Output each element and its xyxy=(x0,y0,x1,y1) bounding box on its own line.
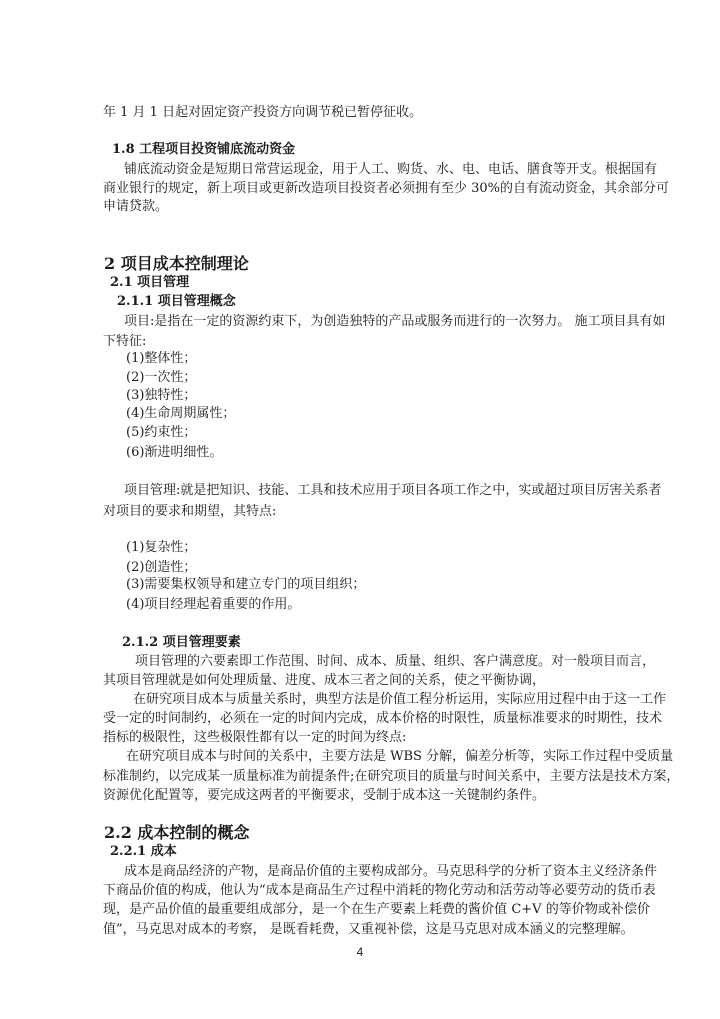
body-text-line: 下商品价值的构成，他认为“成本是商品生产过程中消耗的物化劳动和活劳动等必要劳动的货币表 xyxy=(103,883,656,898)
body-text-line: 对项目的要求和期望，其特点: xyxy=(103,504,277,519)
section-heading-2-1: 2.1 项目管理 xyxy=(110,275,190,290)
body-text-line: 商业银行的规定，新上项目或更新改造项目投资者必须拥有至少 30%的自有流动资金，其余部分可 xyxy=(103,181,670,196)
subsection-heading-2-1-1: 2.1.1 项目管理概念 xyxy=(117,294,236,309)
body-text-line: 受一定的时间制约，必须在一定的时间内完成，成本价格的时限性，质量标准要求的时期性，技术 xyxy=(103,711,663,726)
subsection-heading-2-1-2: 2.1.2 项目管理要素 xyxy=(122,635,241,650)
body-text-line: 铺底流动资金是短期日常营运现金，用于人工、购货、水、电、电话、膳食等开支。根据国有 xyxy=(124,162,658,177)
page-number: 4 xyxy=(356,945,364,959)
list-item: (5)约束性； xyxy=(126,425,197,440)
body-text-line: 在研究项目成本与时间的关系中，主要方法是 WBS 分解，偏差分析等，实际工作过程中受质量 xyxy=(126,749,674,764)
section-heading-1-8: 1.8 工程项目投资铺底流动资金 xyxy=(112,142,296,157)
section-heading-2-2: 2.2 成本控制的概念 xyxy=(104,823,250,842)
body-text-line: 其项目管理就是如何处理质量、进度、成本三者之间的关系，使之平衡协调， xyxy=(103,673,546,688)
body-text-line: 在研究项目成本与质量关系时，典型方法是价值工程分析运用，实际应用过程中由于这一工作 xyxy=(133,692,667,707)
list-item: (1)复杂性； xyxy=(126,540,197,555)
chapter-heading-2: 2 项目成本控制理论 xyxy=(104,254,249,273)
body-text-line: 申请贷款。 xyxy=(103,199,169,214)
body-text-line: 标准制约，以完成某一质量标准为前提条件;在研究项目的质量与时间关系中，主要方法是技术方案， xyxy=(103,769,680,784)
list-item: (2)一次性； xyxy=(126,370,197,385)
body-text-line: 资源优化配置等，要完成这两者的平衡要求，受制于成本这一关键制约条件。 xyxy=(103,788,546,803)
list-item: (4)项目经理起着重要的作用。 xyxy=(126,597,301,612)
body-text-line: 项目管理:就是把知识、技能、工具和技术应用于项目各项工作之中，实或超过项目厉害关系者 xyxy=(124,483,662,498)
subsection-heading-2-2-1: 2.2.1 成本 xyxy=(110,844,177,859)
body-text-line: 值”，马克思对成本的考察， 是既看耗费，又重视补偿，这是马克思对成本涵义的完整理解。 xyxy=(103,922,634,937)
list-item: (6)渐进明细性。 xyxy=(126,445,223,460)
list-item: (3)独特性； xyxy=(126,388,197,403)
list-item: (2)创造性； xyxy=(126,560,197,575)
body-text-line: 成本是商品经济的产物，是商品价值的主要构成部分。马克思科学的分析了资本主义经济条件 xyxy=(124,864,658,879)
body-text-line: 年 1 月 1 日起对固定资产投资方向调节税已暂停征收。 xyxy=(103,105,423,120)
body-text-line: 现，是产品价值的最重要组成部分，是一个在生产要素上耗费的酱价值 C+V 的等价物或补偿价 xyxy=(103,902,650,917)
body-text-line: 项目管理的六要素即工作范围、时间、成本、质量、组织、客户满意度。对一般项目而言， xyxy=(135,654,656,669)
body-text-line: 指标的极限性，这些极限性都有以一定的时间为终点: xyxy=(103,730,407,745)
list-item: (1)整体性； xyxy=(126,351,197,366)
list-item: (4)生命周期属性； xyxy=(126,406,236,421)
body-text-line: 下特征: xyxy=(103,334,147,349)
body-text-line: 项目:是指在一定的资源约束下，为创造独特的产品或服务而进行的一次努力。 施工项目具有如 xyxy=(124,314,666,329)
list-item: (3)需要集权领导和建立专门的项目组织； xyxy=(126,577,366,592)
